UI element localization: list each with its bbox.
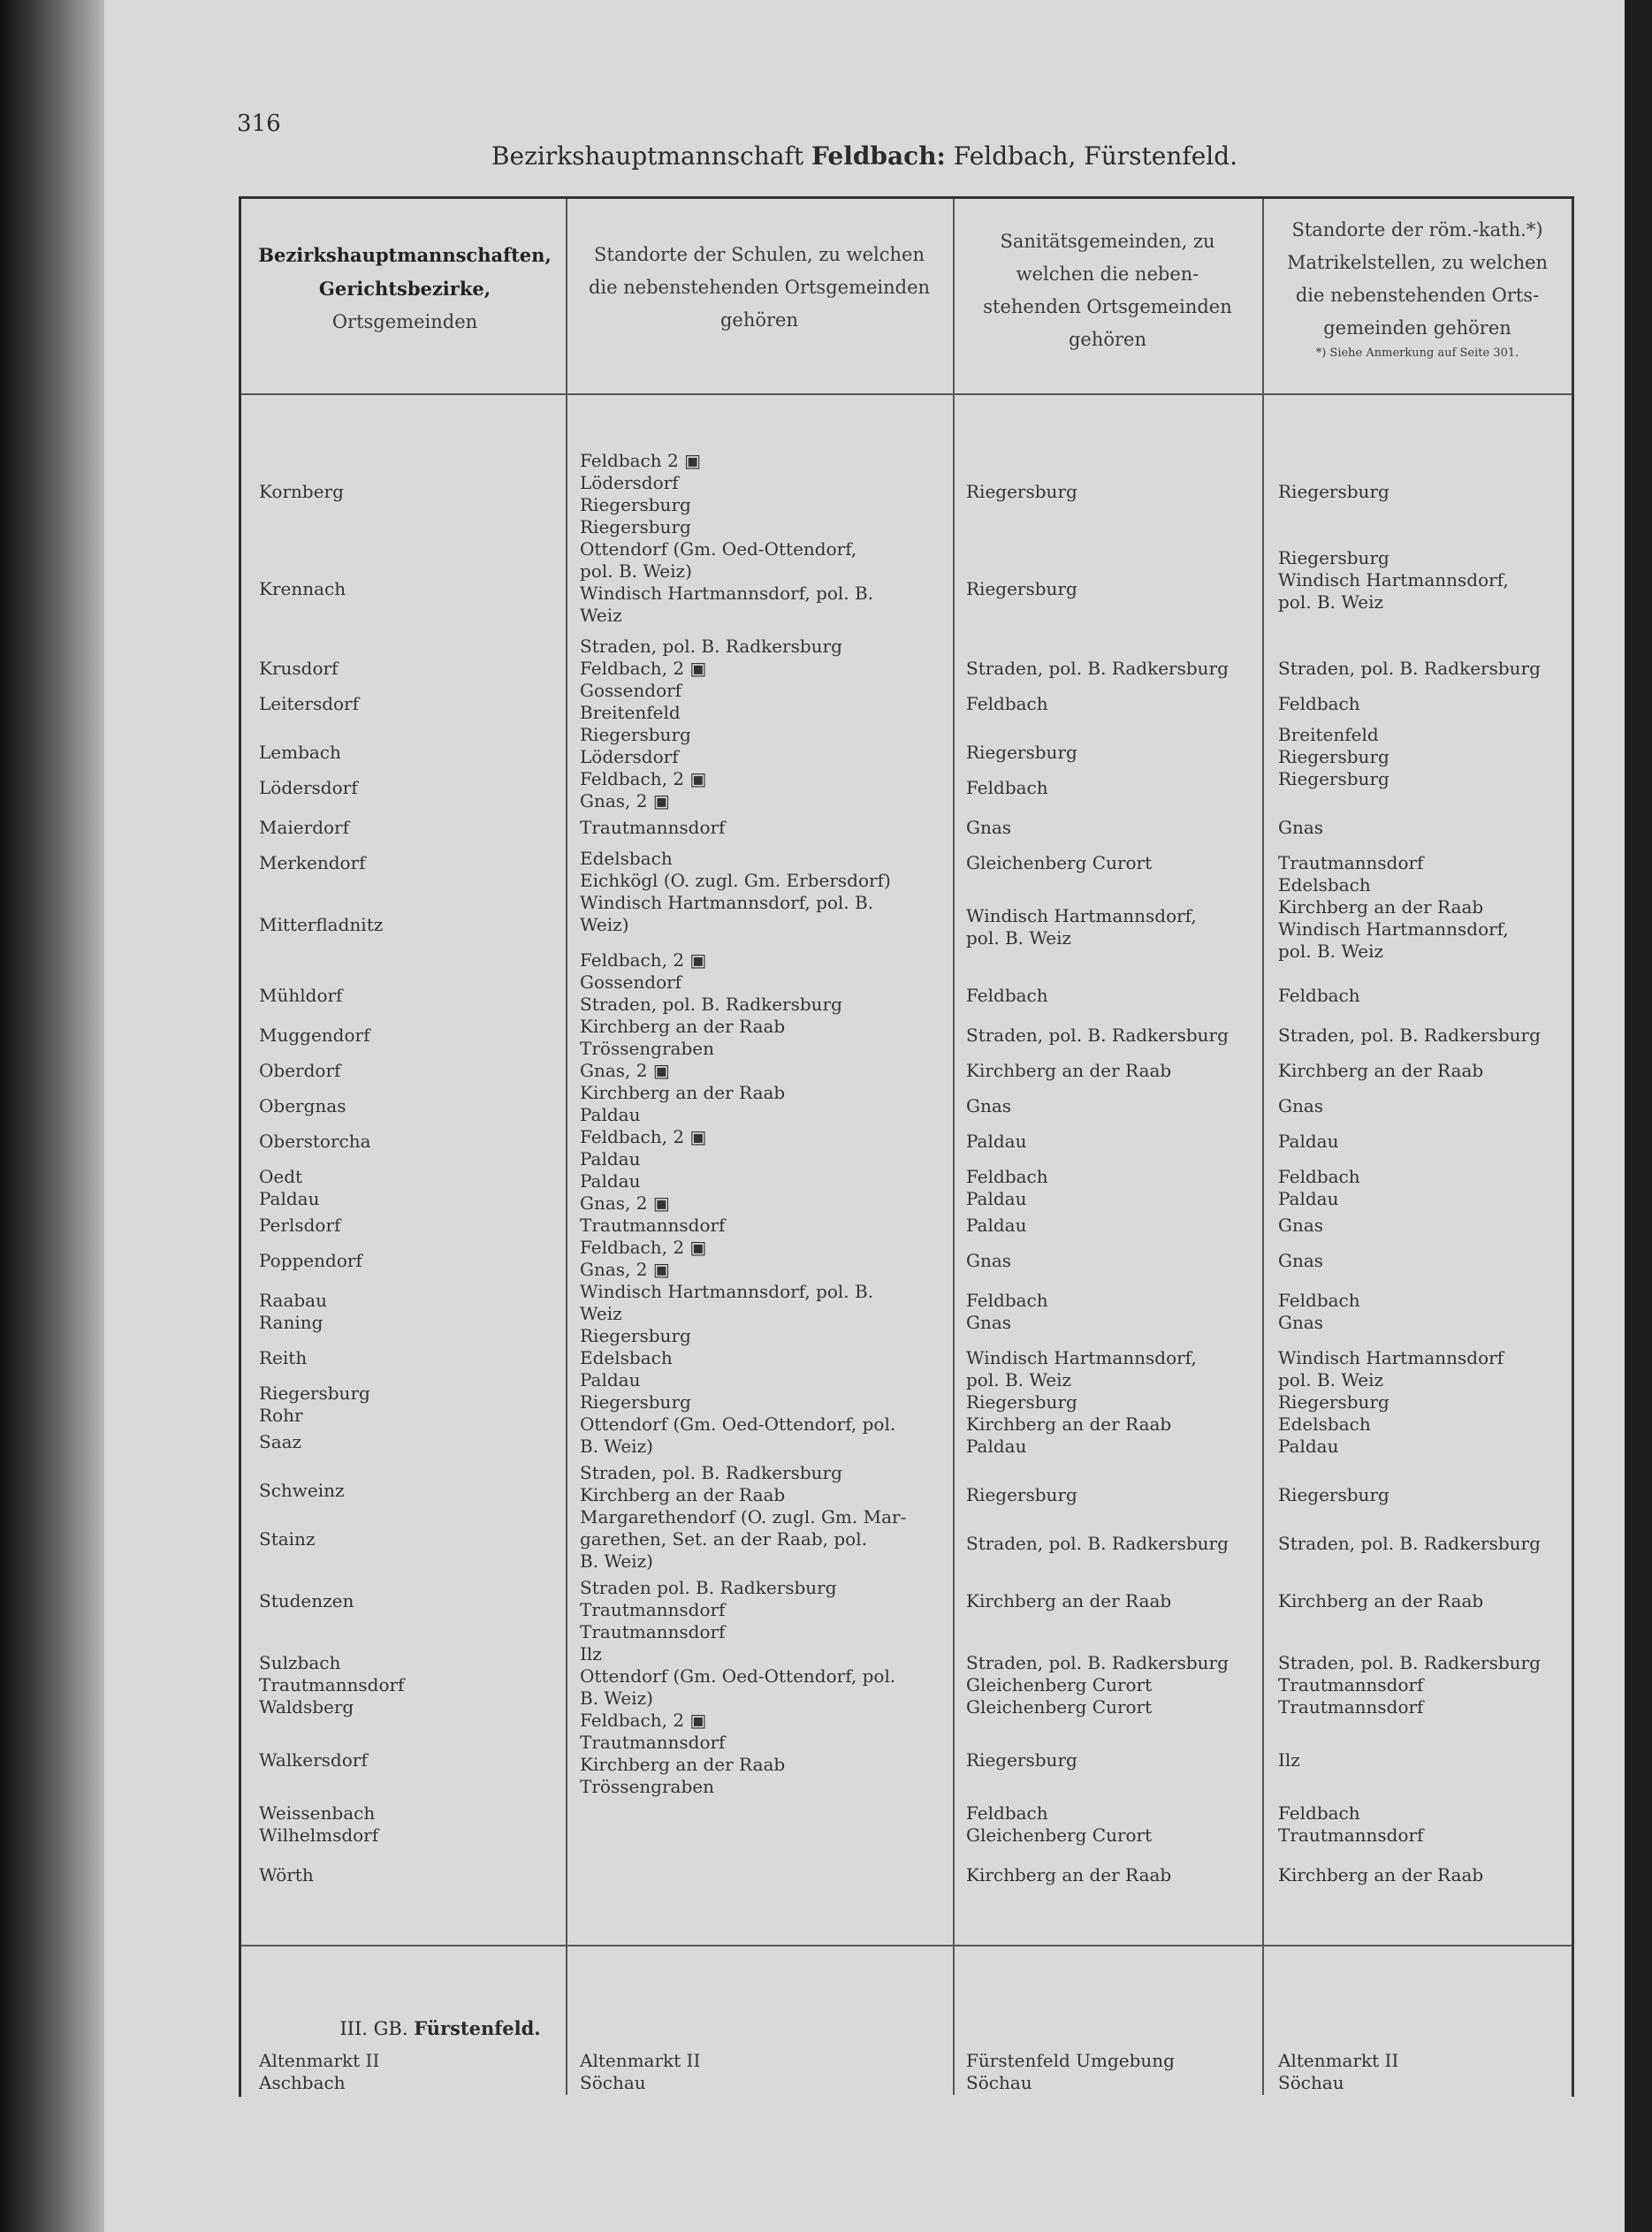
matrikel-cell: Feldbach [1278,985,1360,1006]
schule-cell: pol. B. Weiz) [580,560,692,582]
sanitaet-cell: pol. B. Weiz [966,927,1072,948]
table-top-rule [241,196,1574,199]
ortsgemeinde-cell: Mühldorf [259,985,343,1006]
schule-cell: Kirchberg an der Raab [580,1082,786,1103]
schule-cell: Riegersburg [580,494,691,515]
schule-cell: Paldau [580,1170,641,1192]
ortsgemeinde-cell: Obergnas [259,1095,346,1116]
schule-cell: Eichkögl (O. zugl. Gm. Erbersdorf) [580,870,891,891]
schule-cell: Feldbach, 2 ▣ [580,1237,707,1258]
sanitaet-cell: Riegersburg [966,1749,1077,1771]
column-divider [566,199,567,2095]
ortsgemeinde-cell: Lödersdorf [259,777,358,798]
schule-cell: Trautmannsdorf [580,1621,726,1642]
section-sanitaet-cell: Söchau [966,2072,1032,2093]
header-col1: Bezirkshauptmannschaften, Gerichtsbezirke, Ortsgemeinden [258,244,552,332]
matrikel-cell: Feldbach [1278,1290,1360,1311]
section-matrikel-cell: Altenmarkt II [1278,2050,1399,2071]
matrikel-cell: pol. B. Weiz [1278,941,1384,962]
sanitaet-cell: Feldbach [966,1802,1048,1824]
matrikel-cell: Kirchberg an der Raab [1278,1060,1484,1081]
ortsgemeinde-cell: Raning [259,1312,324,1333]
schule-cell: Windisch Hartmannsdorf, pol. B. [580,1281,874,1302]
matrikel-cell: Paldau [1278,1131,1339,1152]
ortsgemeinde-cell: Trautmannsdorf [259,1674,405,1695]
schule-cell: Feldbach, 2 ▣ [580,658,707,679]
matrikel-cell: Trautmannsdorf [1278,1674,1424,1695]
ortsgemeinde-cell: Raabau [259,1290,327,1311]
sanitaet-cell: Kirchberg an der Raab [966,1590,1172,1611]
ortsgemeinde-cell: Weissenbach [259,1802,376,1824]
schule-cell: Feldbach 2 ▣ [580,450,701,471]
schule-cell: Ottendorf (Gm. Oed-Ottendorf, pol. [580,1665,896,1687]
ortsgemeinde-cell: Studenzen [259,1590,354,1611]
sanitaet-cell: Feldbach [966,1290,1048,1311]
schule-cell: garethen, Set. an der Raab, pol. [580,1528,867,1550]
sanitaet-cell: Straden, pol. B. Radkersburg [966,658,1229,679]
matrikel-cell: Straden, pol. B. Radkersburg [1278,658,1541,679]
ortsgemeinde-cell: Kornberg [259,481,344,502]
schule-cell: Straden, pol. B. Radkersburg [580,636,842,657]
header-rule [241,393,1572,395]
matrikel-cell: Gnas [1278,1312,1324,1333]
section-ortsgemeinde-cell: Altenmarkt II [259,2050,380,2071]
ortsgemeinde-cell: Schweinz [259,1480,345,1501]
page-number: 316 [237,110,281,137]
section-title-fuerstenfeld: III. GB. Fürstenfeld. [339,2017,541,2039]
ortsgemeinde-cell: Krusdorf [259,658,339,679]
matrikel-cell: Feldbach [1278,1802,1360,1824]
schule-cell: Gnas, 2 ▣ [580,1192,670,1214]
matrikel-cell: Gnas [1278,1215,1324,1236]
matrikel-cell: Riegersburg [1278,768,1389,789]
sanitaet-cell: Gnas [966,817,1012,838]
schule-cell: Feldbach, 2 ▣ [580,1710,707,1731]
schule-cell: Weiz) [580,914,629,935]
section-ortsgemeinde-cell: Aschbach [259,2072,346,2093]
matrikel-cell: Edelsbach [1278,874,1371,895]
section-schule-cell: Altenmarkt II [580,2050,701,2071]
schule-cell: Edelsbach [580,848,673,869]
matrikel-cell: Riegersburg [1278,1391,1389,1413]
matrikel-cell: Paldau [1278,1436,1339,1457]
ortsgemeinde-cell: Oberstorcha [259,1131,371,1152]
matrikel-cell: Trautmannsdorf [1278,852,1424,873]
matrikel-cell: Straden, pol. B. Radkersburg [1278,1652,1541,1673]
matrikel-cell: pol. B. Weiz [1278,591,1384,613]
ortsgemeinde-cell: Maierdorf [259,817,350,838]
ortsgemeinde-cell: Walkersdorf [259,1749,368,1771]
sanitaet-cell: Gnas [966,1312,1012,1333]
schule-cell: Straden pol. B. Radkersburg [580,1577,837,1598]
ortsgemeinde-cell: Paldau [259,1188,320,1209]
matrikel-cell: Riegersburg [1278,547,1389,568]
sanitaet-cell: Feldbach [966,693,1048,714]
schule-cell: Edelsbach [580,1347,673,1368]
schule-cell: Kirchberg an der Raab [580,1484,786,1505]
schule-cell: B. Weiz) [580,1687,653,1709]
running-head-bold: Feldbach: [811,141,946,171]
matrikel-cell: Paldau [1278,1188,1339,1209]
document-page [104,0,1625,2232]
matrikel-cell: Straden, pol. B. Radkersburg [1278,1025,1541,1046]
running-head [104,141,1625,171]
running-head-rest: Feldbach, Fürstenfeld. [953,141,1238,171]
matrikel-cell: Windisch Hartmannsdorf, [1278,918,1509,940]
matrikel-cell: Gnas [1278,817,1324,838]
schule-cell: Kirchberg an der Raab [580,1754,786,1775]
sanitaet-cell: Feldbach [966,1166,1048,1187]
sanitaet-cell: Gleichenberg Curort [966,1674,1153,1695]
schule-cell: Feldbach, 2 ▣ [580,768,707,789]
schule-cell: Trössengraben [580,1038,714,1059]
matrikel-cell: Gnas [1278,1250,1324,1271]
matrikel-cell: Kirchberg an der Raab [1278,1590,1484,1611]
schule-cell: Riegersburg [580,724,691,745]
schule-cell: Weiz [580,605,622,626]
ortsgemeinde-cell: Muggendorf [259,1025,370,1046]
schule-cell: Windisch Hartmannsdorf, pol. B. [580,583,874,604]
header-col4: Standorte der röm.-kath.*) Matrikelstellen, zu welchen die nebenstehenden Orts- gemeinden gehören *) Siehe Anmerkung auf Seite 301. [1286,219,1549,360]
ortsgemeinde-cell: Wörth [259,1864,314,1885]
matrikel-cell: Edelsbach [1278,1413,1371,1435]
sanitaet-cell: Gnas [966,1250,1012,1271]
sanitaet-cell: Paldau [966,1215,1027,1236]
sanitaet-cell: Gleichenberg Curort [966,852,1153,873]
sanitaet-cell: Gnas [966,1095,1012,1116]
schule-cell: Straden, pol. B. Radkersburg [580,994,842,1015]
ortsgemeinde-cell: Merkendorf [259,852,366,873]
ortsgemeinde-cell: Saaz [259,1431,302,1452]
schule-cell: Ilz [580,1643,602,1664]
section-rule [241,1945,1572,1946]
sanitaet-cell: Paldau [966,1131,1027,1152]
schule-cell: Gnas, 2 ▣ [580,1060,670,1081]
schule-cell: Riegersburg [580,1325,691,1346]
schule-cell: Gnas, 2 ▣ [580,1259,670,1280]
ortsgemeinde-cell: Rohr [259,1405,303,1426]
sanitaet-cell: Gleichenberg Curort [966,1696,1153,1718]
sanitaet-cell: Straden, pol. B. Radkersburg [966,1533,1229,1554]
schule-cell: Trautmannsdorf [580,817,726,838]
matrikel-cell: Windisch Hartmannsdorf [1278,1347,1504,1368]
sanitaet-cell: Straden, pol. B. Radkersburg [966,1025,1229,1046]
schule-cell: Straden, pol. B. Radkersburg [580,1462,842,1483]
matrikel-cell: Feldbach [1278,693,1360,714]
schule-cell: Gossendorf [580,680,682,701]
schule-cell: Paldau [580,1369,641,1390]
ortsgemeinde-cell: Oedt [259,1166,303,1187]
matrikel-cell: pol. B. Weiz [1278,1369,1384,1390]
schule-cell: Windisch Hartmannsdorf, pol. B. [580,892,874,913]
matrikel-cell: Windisch Hartmannsdorf, [1278,569,1509,590]
header-col3: Sanitätsgemeinden, zu welchen die neben- stehenden Ortsgemeinden gehören [983,231,1232,350]
schule-cell: Trautmannsdorf [580,1732,726,1753]
ortsgemeinde-cell: Reith [259,1347,308,1368]
ortsgemeinde-cell: Poppendorf [259,1250,362,1271]
schule-cell: Paldau [580,1148,641,1169]
schule-cell: Trössengraben [580,1776,714,1797]
matrikel-cell: Straden, pol. B. Radkersburg [1278,1533,1541,1554]
running-head-prefix: Bezirkshauptmannschaft [491,141,804,171]
sanitaet-cell: Riegersburg [966,578,1077,599]
schule-cell: Riegersburg [580,1391,691,1413]
schule-cell: Margarethendorf (O. zugl. Gm. Mar- [580,1506,907,1527]
matrikel-cell: Ilz [1278,1749,1300,1771]
schule-cell: Riegersburg [580,516,691,537]
sanitaet-cell: Paldau [966,1436,1027,1457]
matrikel-cell: Riegersburg [1278,1484,1389,1505]
ortsgemeinde-cell: Krennach [259,578,346,599]
ortsgemeinde-cell: Stainz [259,1528,316,1550]
schule-cell: Kirchberg an der Raab [580,1016,786,1037]
sanitaet-cell: Riegersburg [966,1484,1077,1505]
sanitaet-cell: Windisch Hartmannsdorf, [966,1347,1197,1368]
sanitaet-cell: Riegersburg [966,481,1077,502]
section-sanitaet-cell: Fürstenfeld Umgebung [966,2050,1175,2071]
table-right-rule [1572,196,1574,2097]
schule-cell: Feldbach, 2 ▣ [580,1126,707,1147]
column-divider [953,199,955,2095]
ortsgemeinde-cell: Oberdorf [259,1060,341,1081]
matrikel-cell: Kirchberg an der Raab [1278,1864,1484,1885]
section-schule-cell: Söchau [580,2072,646,2093]
ortsgemeinde-cell: Lembach [259,742,341,763]
schule-cell: Paldau [580,1104,641,1125]
sanitaet-cell: Gleichenberg Curort [966,1824,1153,1846]
sanitaet-cell: Feldbach [966,985,1048,1006]
ortsgemeinde-cell: Mitterfladnitz [259,914,384,935]
schule-cell: Feldbach, 2 ▣ [580,949,707,971]
matrikel-cell: Riegersburg [1278,746,1389,767]
schule-cell: Gossendorf [580,971,682,993]
schule-cell: Trautmannsdorf [580,1599,726,1620]
column-divider [1262,199,1264,2095]
sanitaet-cell: Kirchberg an der Raab [966,1413,1172,1435]
schule-cell: Gnas, 2 ▣ [580,790,670,811]
matrikel-cell: Trautmannsdorf [1278,1696,1424,1718]
matrikel-cell: Breitenfeld [1278,724,1379,745]
matrikel-cell: Riegersburg [1278,481,1389,502]
schule-cell: Ottendorf (Gm. Oed-Ottendorf, [580,538,857,560]
schule-cell: Weiz [580,1303,622,1324]
ortsgemeinde-cell: Leitersdorf [259,693,360,714]
sanitaet-cell: Paldau [966,1188,1027,1209]
matrikel-cell: Feldbach [1278,1166,1360,1187]
matrikel-cell: Gnas [1278,1095,1324,1116]
table-left-rule [239,196,241,2097]
schule-cell: B. Weiz) [580,1550,653,1572]
ortsgemeinde-cell: Sulzbach [259,1652,341,1673]
ortsgemeinde-cell: Perlsdorf [259,1215,341,1236]
sanitaet-cell: Windisch Hartmannsdorf, [966,905,1197,926]
sanitaet-cell: Straden, pol. B. Radkersburg [966,1652,1229,1673]
sanitaet-cell: Kirchberg an der Raab [966,1864,1172,1885]
matrikel-cell: Kirchberg an der Raab [1278,896,1484,918]
schule-cell: Lödersdorf [580,746,679,767]
sanitaet-cell: Feldbach [966,777,1048,798]
section-matrikel-cell: Söchau [1278,2072,1344,2093]
sanitaet-cell: Riegersburg [966,1391,1077,1413]
schule-cell: Breitenfeld [580,702,681,723]
schule-cell: B. Weiz) [580,1436,653,1457]
schule-cell: Lödersdorf [580,472,679,493]
matrikel-cell: Trautmannsdorf [1278,1824,1424,1846]
schule-cell: Trautmannsdorf [580,1215,726,1236]
schule-cell: Ottendorf (Gm. Oed-Ottendorf, pol. [580,1413,896,1435]
sanitaet-cell: pol. B. Weiz [966,1369,1072,1390]
book-spine-shadow [0,0,104,2232]
header-col2: Standorte der Schulen, zu welchen die nebenstehenden Ortsgemeinden gehören [588,244,931,331]
sanitaet-cell: Riegersburg [966,742,1077,763]
sanitaet-cell: Kirchberg an der Raab [966,1060,1172,1081]
ortsgemeinde-cell: Waldsberg [259,1696,354,1718]
ortsgemeinde-cell: Riegersburg [259,1383,370,1404]
ortsgemeinde-cell: Wilhelmsdorf [259,1824,379,1846]
